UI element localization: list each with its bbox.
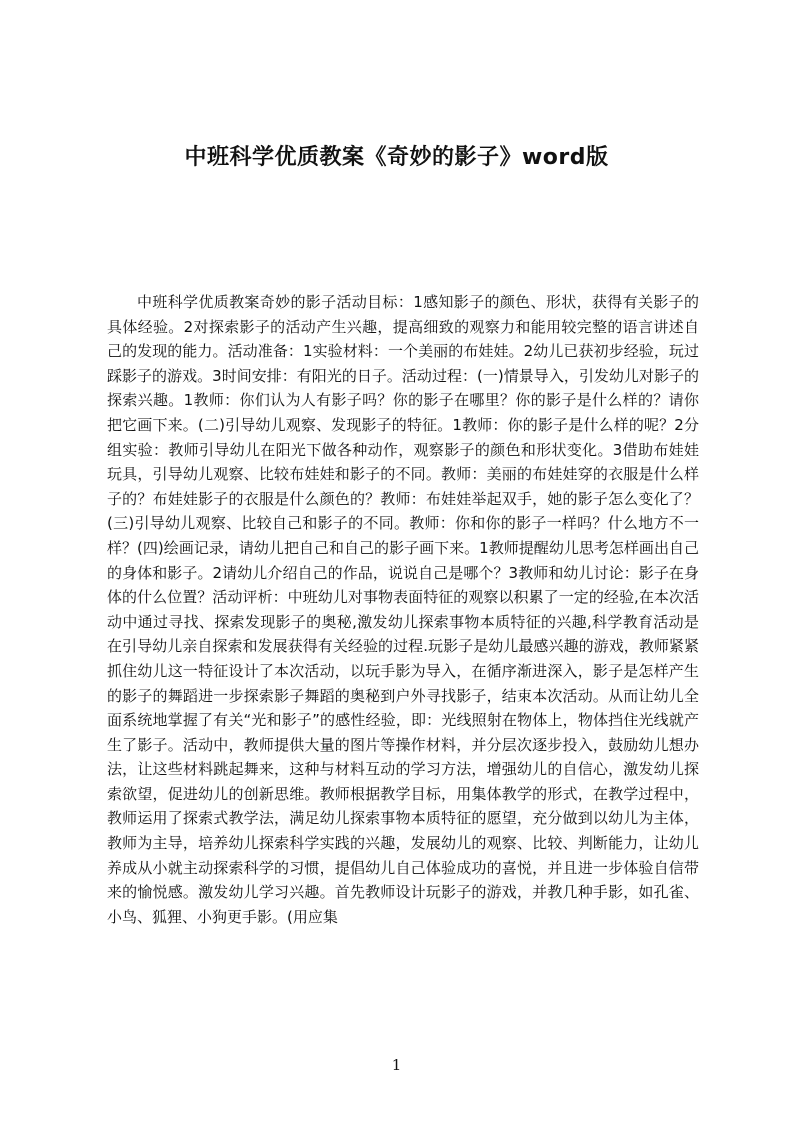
page-number: 1 xyxy=(391,1056,402,1074)
document-title: 中班科学优质教案《奇妙的影子》word版 xyxy=(184,145,609,170)
document-body-paragraph: 中班科学优质教案奇妙的影子活动目标：1感知影子的颜色、形状，获得有关影子的具体经验。2对探索影子的活动产生兴趣，提高细致的观察力和能用较完整的语言讲述自己的发现的能力。活动准备：1实验材料：一个美丽的布娃娃。2幼儿已获初步经验，玩过踩影子的游戏。3时间安排：有阳光的日子。活动过程：(一)情景导入，引发幼儿对影子的探索兴趣。1教师：你们认为人有影子吗？你的影子在哪里？你的影子是什么样的？请你把它画下来。(二)引导幼儿观察、发现影子的特征。1教师：你的影子是什么样的呢？2分组实验：教师引导幼儿在阳光下做各种动作，观察影子的颜色和形状变化。3借助布娃娃玩具，引导幼儿观察、比较布娃娃和影子的不同。教师：美丽的布娃娃穿的衣服是什么样子的？布娃娃影子的衣服是什么颜色的？教师：布娃娃举起双手，她的影子怎么变化了？(三)引导幼儿观察、比较自己和影子的不同。教师：你和你的影子一样吗？什么地方不一样？(四)绘画记录，请幼儿把自己和自己的影子画下来。1教师提醒幼儿思考怎样画出自己的身体和影子。2请幼儿介绍自己的作品，说说自己是哪个？3教师和幼儿讨论：影子在身体的什么位置？活动评析：中班幼儿对事物表面特征的观察以积累了一定的经验,在本次活动中通过寻找、探索发现影子的奥秘,激发幼儿探索事物本质特征的兴趣,科学教育活动是在引导幼儿亲自探索和发展获得有关经验的过程.玩影子是幼儿最感兴趣的游戏，教师紧紧抓住幼儿这一特征设计了本次活动，以玩手影为导入，在循序渐进深入，影子是怎样产生的影子的舞蹈进一步探索影子舞蹈的奥秘到户外寻找影子，结束本次活动。从而让幼儿全面系统地掌握了有关“光和影子”的感性经验，即：光线照射在物体上，物体挡住光线就产生了影子。活动中，教师提供大量的图片等操作材料，并分层次逐步投入，鼓励幼儿想办法，让这些材料跳起舞来，这种与材料互动的学习方法，增强幼儿的自信心，激发幼儿探索欲望，促进幼儿的创新思维。教师根据教学目标，用集体教学的形式，在教学过程中，教师运用了探索式教学法，满足幼儿探索事物本质特征的愿望，充分做到以幼儿为主体，教师为主导，培养幼儿探索科学实践的兴趣，发展幼儿的观察、比较、判断能力，让幼儿养成从小就主动探索科学的习惯，提倡幼儿自己体验成功的喜悦，并且进一步体验自信带来的愉悦感。激发幼儿学习兴趣。首先教师设计玩影子的游戏，并教几种手影，如孔雀、小鸟、狐狸、小狗更手影。(用应集 xyxy=(107,293,699,926)
